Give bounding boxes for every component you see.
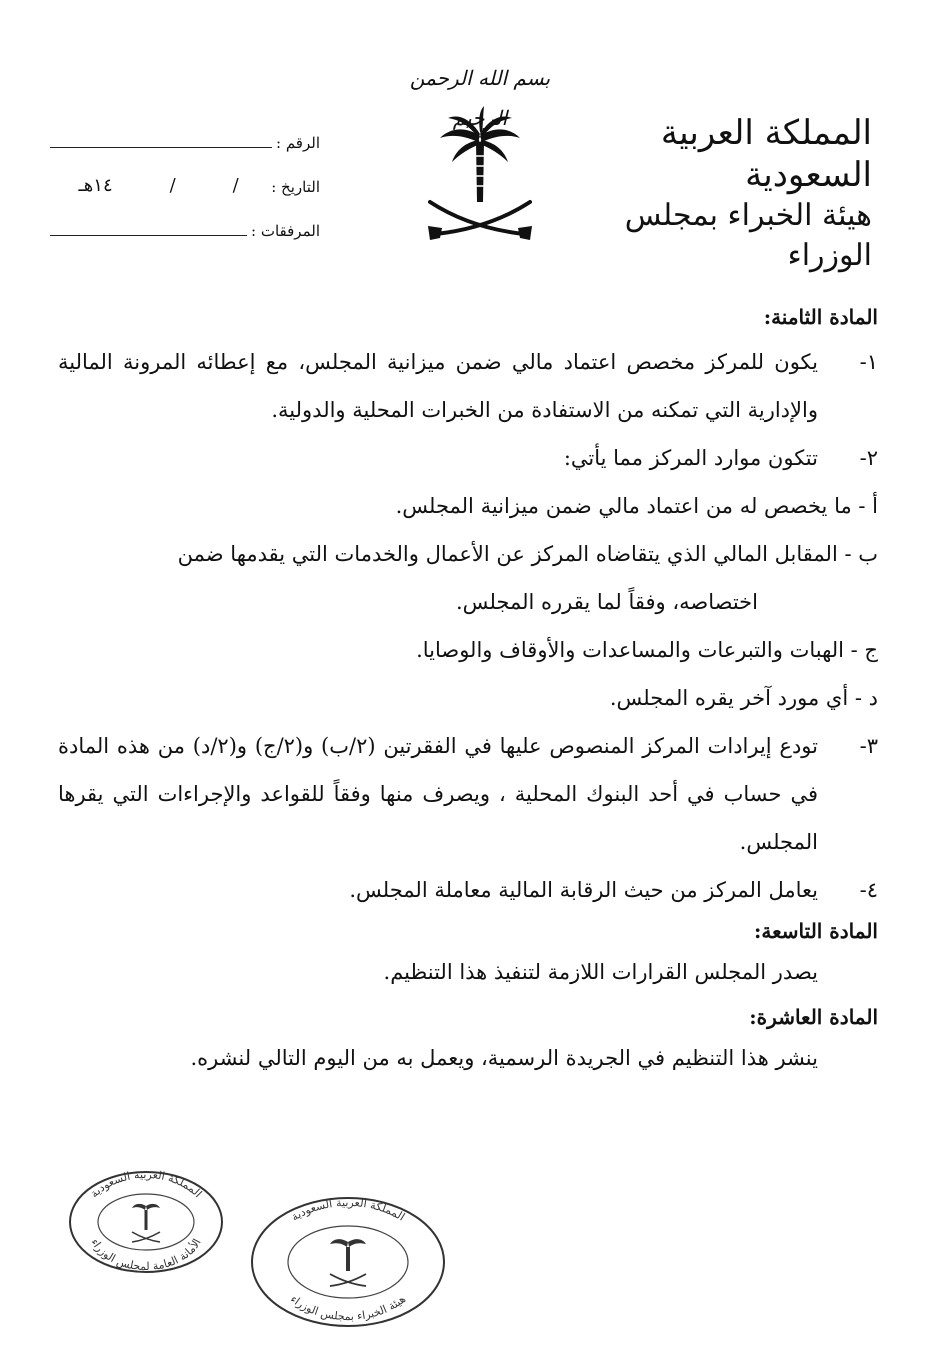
attachments-row (50, 196, 320, 240)
item-text: يعامل المركز من حيث الرقابة المالية معاملة المجلس. (349, 878, 818, 902)
stamp2-bottom-text: هيئة الخبراء بمجلس الوزراء (287, 1292, 409, 1324)
document-body (58, 300, 878, 1082)
organization-name (572, 112, 872, 276)
org-line-1: المملكة العربية السعودية (660, 113, 872, 195)
stamp2-top-text: المملكة العربية السعودية (288, 1195, 408, 1224)
palm-and-swords-emblem-icon (420, 106, 540, 246)
item-number: ٤- (859, 878, 878, 902)
stamp1-bottom-text: الأمانة العامة لمجلس الوزراء (88, 1236, 204, 1274)
article-ninth-text: يصدر المجلس القرارات اللازمة لتنفيذ هذا التنظيم. (383, 960, 818, 984)
item-number: ٣- (859, 734, 878, 758)
date-separator-1: / (232, 175, 239, 196)
stamp1-top-text: المملكة العربية السعودية (87, 1167, 205, 1201)
article-eighth-item-3 (58, 722, 878, 866)
article-eighth-item-2 (58, 434, 878, 482)
reference-number-row (50, 108, 320, 152)
date-fields (50, 175, 267, 196)
sub-item-c: ج - الهبات والتبرعات والمساعدات والأوقاف والوصايا. (416, 638, 878, 662)
date-row (50, 152, 320, 196)
sub-item-b-continued: اختصاصه، وفقاً لما يقرره المجلس. (456, 590, 758, 614)
item-text: يكون للمركز مخصص اعتماد مالي ضمن ميزانية المجلس، مع إعطائه المرونة المالية والإدارية التي تمكنه من الاستفادة من الخبرات المحلية والدولية. (58, 350, 818, 422)
reference-number-label: الرقم : (276, 134, 320, 152)
sub-item-a: أ - ما يخصص له من اعتماد مالي ضمن ميزانية المجلس. (395, 494, 878, 518)
org-line-2: هيئة الخبراء بمجلس الوزراء (624, 198, 872, 273)
bismillah: بسم الله الرحمن (409, 66, 551, 90)
sub-item-d: د - أي مورد آخر يقره المجلس. (609, 686, 878, 710)
article-eighth-heading: المادة الثامنة: (763, 305, 878, 329)
item-text: تتكون موارد المركز مما يأتي: (563, 446, 818, 470)
date-separator-2: / (169, 175, 176, 196)
date-year: ١٤هـ (78, 175, 113, 196)
article-tenth-text: ينشر هذا التنظيم في الجريدة الرسمية، ويعمل به من اليوم التالي لنشره. (190, 1046, 818, 1070)
item-text: تودع إيرادات المركز المنصوص عليها في الفقرتين (٢/ب) و(٢/ج) و(٢/د) من هذه المادة في حساب في أحد البنوك المحلية ، ويصرف منها وفقاً للقواعد والإجراءات التي يقرها المجلس. (58, 734, 818, 854)
attachments-label: المرفقات : (251, 222, 320, 240)
item-number: ١- (859, 350, 878, 374)
article-eighth-item-4 (58, 866, 878, 914)
reference-block (50, 108, 320, 240)
sub-item-b: ب - المقابل المالي الذي يتقاضاه المركز عن الأعمال والخدمات التي يقدمها ضمن (177, 542, 878, 566)
article-ninth-heading: المادة التاسعة: (754, 919, 878, 943)
article-tenth-heading: المادة العاشرة: (749, 1005, 878, 1029)
date-label: التاريخ : (271, 178, 320, 196)
official-seal-stamp-2 (248, 1192, 448, 1332)
reference-number-line (50, 125, 272, 148)
article-eighth-item-1 (58, 338, 878, 434)
attachments-line (50, 213, 247, 236)
item-number: ٢- (859, 446, 878, 470)
official-seal-stamp (66, 1166, 226, 1276)
